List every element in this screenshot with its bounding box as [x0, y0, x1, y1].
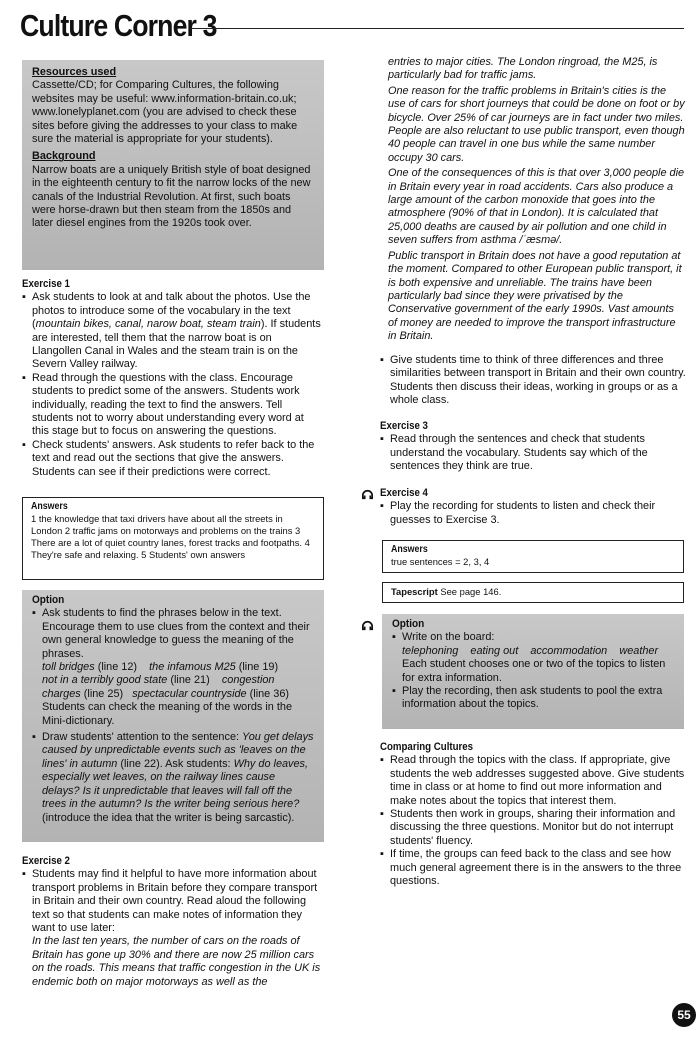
- exercise2-bullet-2: ▪ Give students time to think of three differences and three similarities between transport in Britain and their own country. Students then discuss their ideas, working in groups or as a whole class.: [380, 354, 686, 408]
- resources-box: [22, 60, 324, 270]
- exercise2-text-p1: In the last ten years, the number of cars on the roads of Britain has gone up 30% and there are now 25 million cars on the roads. This means that traffic congestion in the UK is endemic both on major motorways as well as the: [32, 935, 321, 988]
- exercise3-section: [380, 420, 686, 474]
- phrase-line: (line 21): [167, 674, 210, 687]
- comparing-bullet-3: ▪ If time, the groups can feed back to the class and see how much general agreement there is in the answers to the three questions.: [380, 848, 686, 888]
- opt1-b2-text-end: (introduce the idea that the writer is being sarcastic).: [42, 811, 295, 824]
- audio-icon: [360, 618, 375, 633]
- opt1-b2-text-mid: (line 22). Ask students:: [117, 757, 234, 770]
- ex1-b1-text: Ask students to look at and talk about the photos. Use the photos to introduce some of the vocabulary in the text (: [32, 291, 311, 331]
- exercise1-heading: Exercise 1: [22, 278, 70, 290]
- opt1-b2-questions: Why do leaves, especially wet leaves, on the railway lines cause delays? Is it unpredictable that leaves will fall off the trees in the autumn? Is the writer being serious here?: [42, 757, 309, 811]
- ex1-b1-vocab: mountain bikes, canal, narow boat, steam train: [35, 318, 261, 331]
- tapescript-label: Tapescript: [391, 586, 438, 597]
- exercise3-bullet-1: ▪ Read through the sentences and check that students understand the vocabulary. Students say which of the sentences they think are true.: [380, 433, 686, 473]
- exercise4-section: [380, 487, 686, 527]
- exercise1-bullet-3: ▪ Check students' answers. Ask students to refer back to the text and read out the sections that give the answers. Students can see if their predictions were correct.: [22, 439, 322, 479]
- comparing-bullet-2: ▪ Students then work in groups, sharing their information and discussing the three questions. Monitor but do not interrupt students' fluency.: [380, 808, 686, 848]
- opt1-b2-text: Draw students' attention to the sentence:: [42, 731, 243, 744]
- exercise2-text-p4: Public transport in Britain does not have a good reputation at the moment. Compared to other European public transport, it is both expensive and unreliable. The trains have been particularly bad since they were privatised by the Conservative government of the early 1990s. Vast amounts of money are needed to improve the transport infrastructure in Britain.: [388, 249, 682, 343]
- background-heading: Background: [32, 150, 96, 163]
- exercise1-bullet-1: [22, 291, 322, 371]
- phrase-line: (line 12): [94, 661, 138, 674]
- exercise2-continued: [388, 56, 686, 344]
- phrase-congestion-charges: congestion charges: [42, 674, 275, 700]
- option1-after: Students can check the meaning of the words in the Mini-dictionary.: [42, 701, 293, 727]
- answers-box-2: [382, 540, 684, 573]
- answers-text: 1 the knowledge that taxi drivers have about all the streets in London 2 traffic jams on motorways and problems on the trains 3 There are a lot of quiet country lanes, forest tracks and footpaths. 4 They're safe and relaxing. 5 Students' own answers: [31, 513, 310, 560]
- audio-icon: [360, 487, 375, 502]
- page-title: Culture Corner 3: [20, 8, 217, 43]
- exercise2-bullet-1: ▪ Students may find it helpful to have more information about transport problems in Britain before they compare transport in Britain and their own country. Read aloud the following text so that students can make notes of information they want to use later:: [22, 868, 324, 935]
- exercise1-section: [22, 278, 322, 479]
- exercise2-text-p1-cont: entries to major cities. The London ringroad, the M25, is particularly bad for traffic jams.: [388, 56, 658, 82]
- phrase-line: (line 25): [80, 687, 124, 700]
- resources-text: Cassette/CD; for Comparing Cultures, the following websites may be useful: www.information-britain.co.uk; www.lonelyplanet.com (you are advised to check these sites before giving the addresses to your class to make sure the material is appropriate for your students).: [32, 79, 298, 146]
- resources-heading: Resources used: [32, 66, 117, 78]
- answers-label: Answers: [391, 544, 428, 555]
- option1-phrases: [32, 661, 314, 701]
- option1-bullet-1: ▪ Ask students to find the phrases below in the text. Encourage them to use clues from the context and their own general knowledge to guess the meaning of the phrases.: [32, 607, 314, 661]
- answers-label: Answers: [31, 501, 68, 512]
- exercise2-section: [22, 855, 324, 989]
- phrase-good-state: not in a terribly good state: [42, 674, 168, 687]
- option2-heading: Option: [392, 618, 425, 630]
- exercise4-bullet-1: ▪ Play the recording for students to listen and check their guesses to Exercise 3.: [380, 500, 686, 527]
- phrase-toll-bridges: toll bridges: [42, 661, 95, 674]
- option1-bullet-2: [32, 731, 314, 825]
- title-rule: [190, 28, 684, 29]
- option2-after: Each student chooses one or two of the topics to listen for extra information.: [402, 658, 666, 684]
- background-text: Narrow boats are a uniquely British style of boat designed in the eighteenth century to fit the narrow locks of the new canals of the Industrial Revolution. At first, such boats were horse-drawn but then steam from the 1850s and later diesel engines from the 1920s took over.: [32, 163, 311, 230]
- exercise4-heading: Exercise 4: [380, 487, 428, 499]
- exercise2-text-p2: One reason for the traffic problems in Britain's cities is the use of cars for short journeys that could be done on foot or by bicycle. Over 25% of car journeys are in fact under two miles. People are also reluctant to use public transport, even though 40 people can travel in one bus while the same number occupy 30 cars.: [388, 84, 685, 164]
- answers-text: true sentences = 2, 3, 4: [391, 556, 490, 567]
- tapescript-box: [382, 582, 684, 603]
- exercise2-bullet-2-wrap: [380, 354, 686, 408]
- comparing-cultures-section: [380, 741, 686, 888]
- option2-words: telephoning eating out accommodation weather: [402, 644, 659, 657]
- exercise1-bullet-2: ▪ Read through the questions with the class. Encourage students to predict some of the answers. Students work individually, reading the text to find the answers. Tell students not to worry about understanding every word at this stage but to focus on answering the questions.: [22, 372, 322, 439]
- option-box-1: [22, 590, 324, 842]
- phrase-m25: the infamous M25: [149, 661, 236, 674]
- page-number: 55: [672, 1003, 696, 1027]
- phrase-countryside: spectacular countryside: [132, 687, 247, 700]
- option2-bullet-2: ▪ Play the recording, then ask students to pool the extra information about the topics.: [392, 685, 674, 712]
- opt1-b2-quote: You get delays caused by unpredictable events such as 'leaves on the lines' in autumn: [42, 731, 314, 770]
- answers-box-1: [22, 497, 324, 580]
- phrase-line: (line 19): [235, 661, 279, 674]
- ex1-b1-text-end: ). If students are interested, tell them that the narrow boat is on Llangollen Canal in Wales and the steam train is on the Severn Valley railway.: [32, 318, 321, 371]
- comparing-heading: Comparing Cultures: [380, 741, 474, 753]
- option-box-2: [382, 614, 684, 729]
- comparing-bullet-1: ▪ Read through the topics with the class. If appropriate, give students the web addresses suggested above. Give students time in class or at home to find out more information and make notes about the topics that interest them.: [380, 754, 686, 808]
- option1-heading: Option: [32, 594, 65, 606]
- phrase-line: (line 36): [246, 687, 289, 700]
- tapescript-text: See page 146.: [437, 586, 502, 597]
- exercise3-heading: Exercise 3: [380, 420, 428, 432]
- exercise2-heading: Exercise 2: [22, 855, 70, 867]
- exercise2-text-p3: One of the consequences of this is that over 3,000 people die in Britain every year in road accidents. Cars also produce a large amount of the carbon monoxide that goes into the atmosphere (90% of that in London). It is calculated that 25,000 deaths are caused by air pollution and one child in seven suffers from asthma /ˈæsmə/.: [388, 167, 685, 247]
- option2-bullet-1: ▪ Write on the board:: [392, 631, 674, 644]
